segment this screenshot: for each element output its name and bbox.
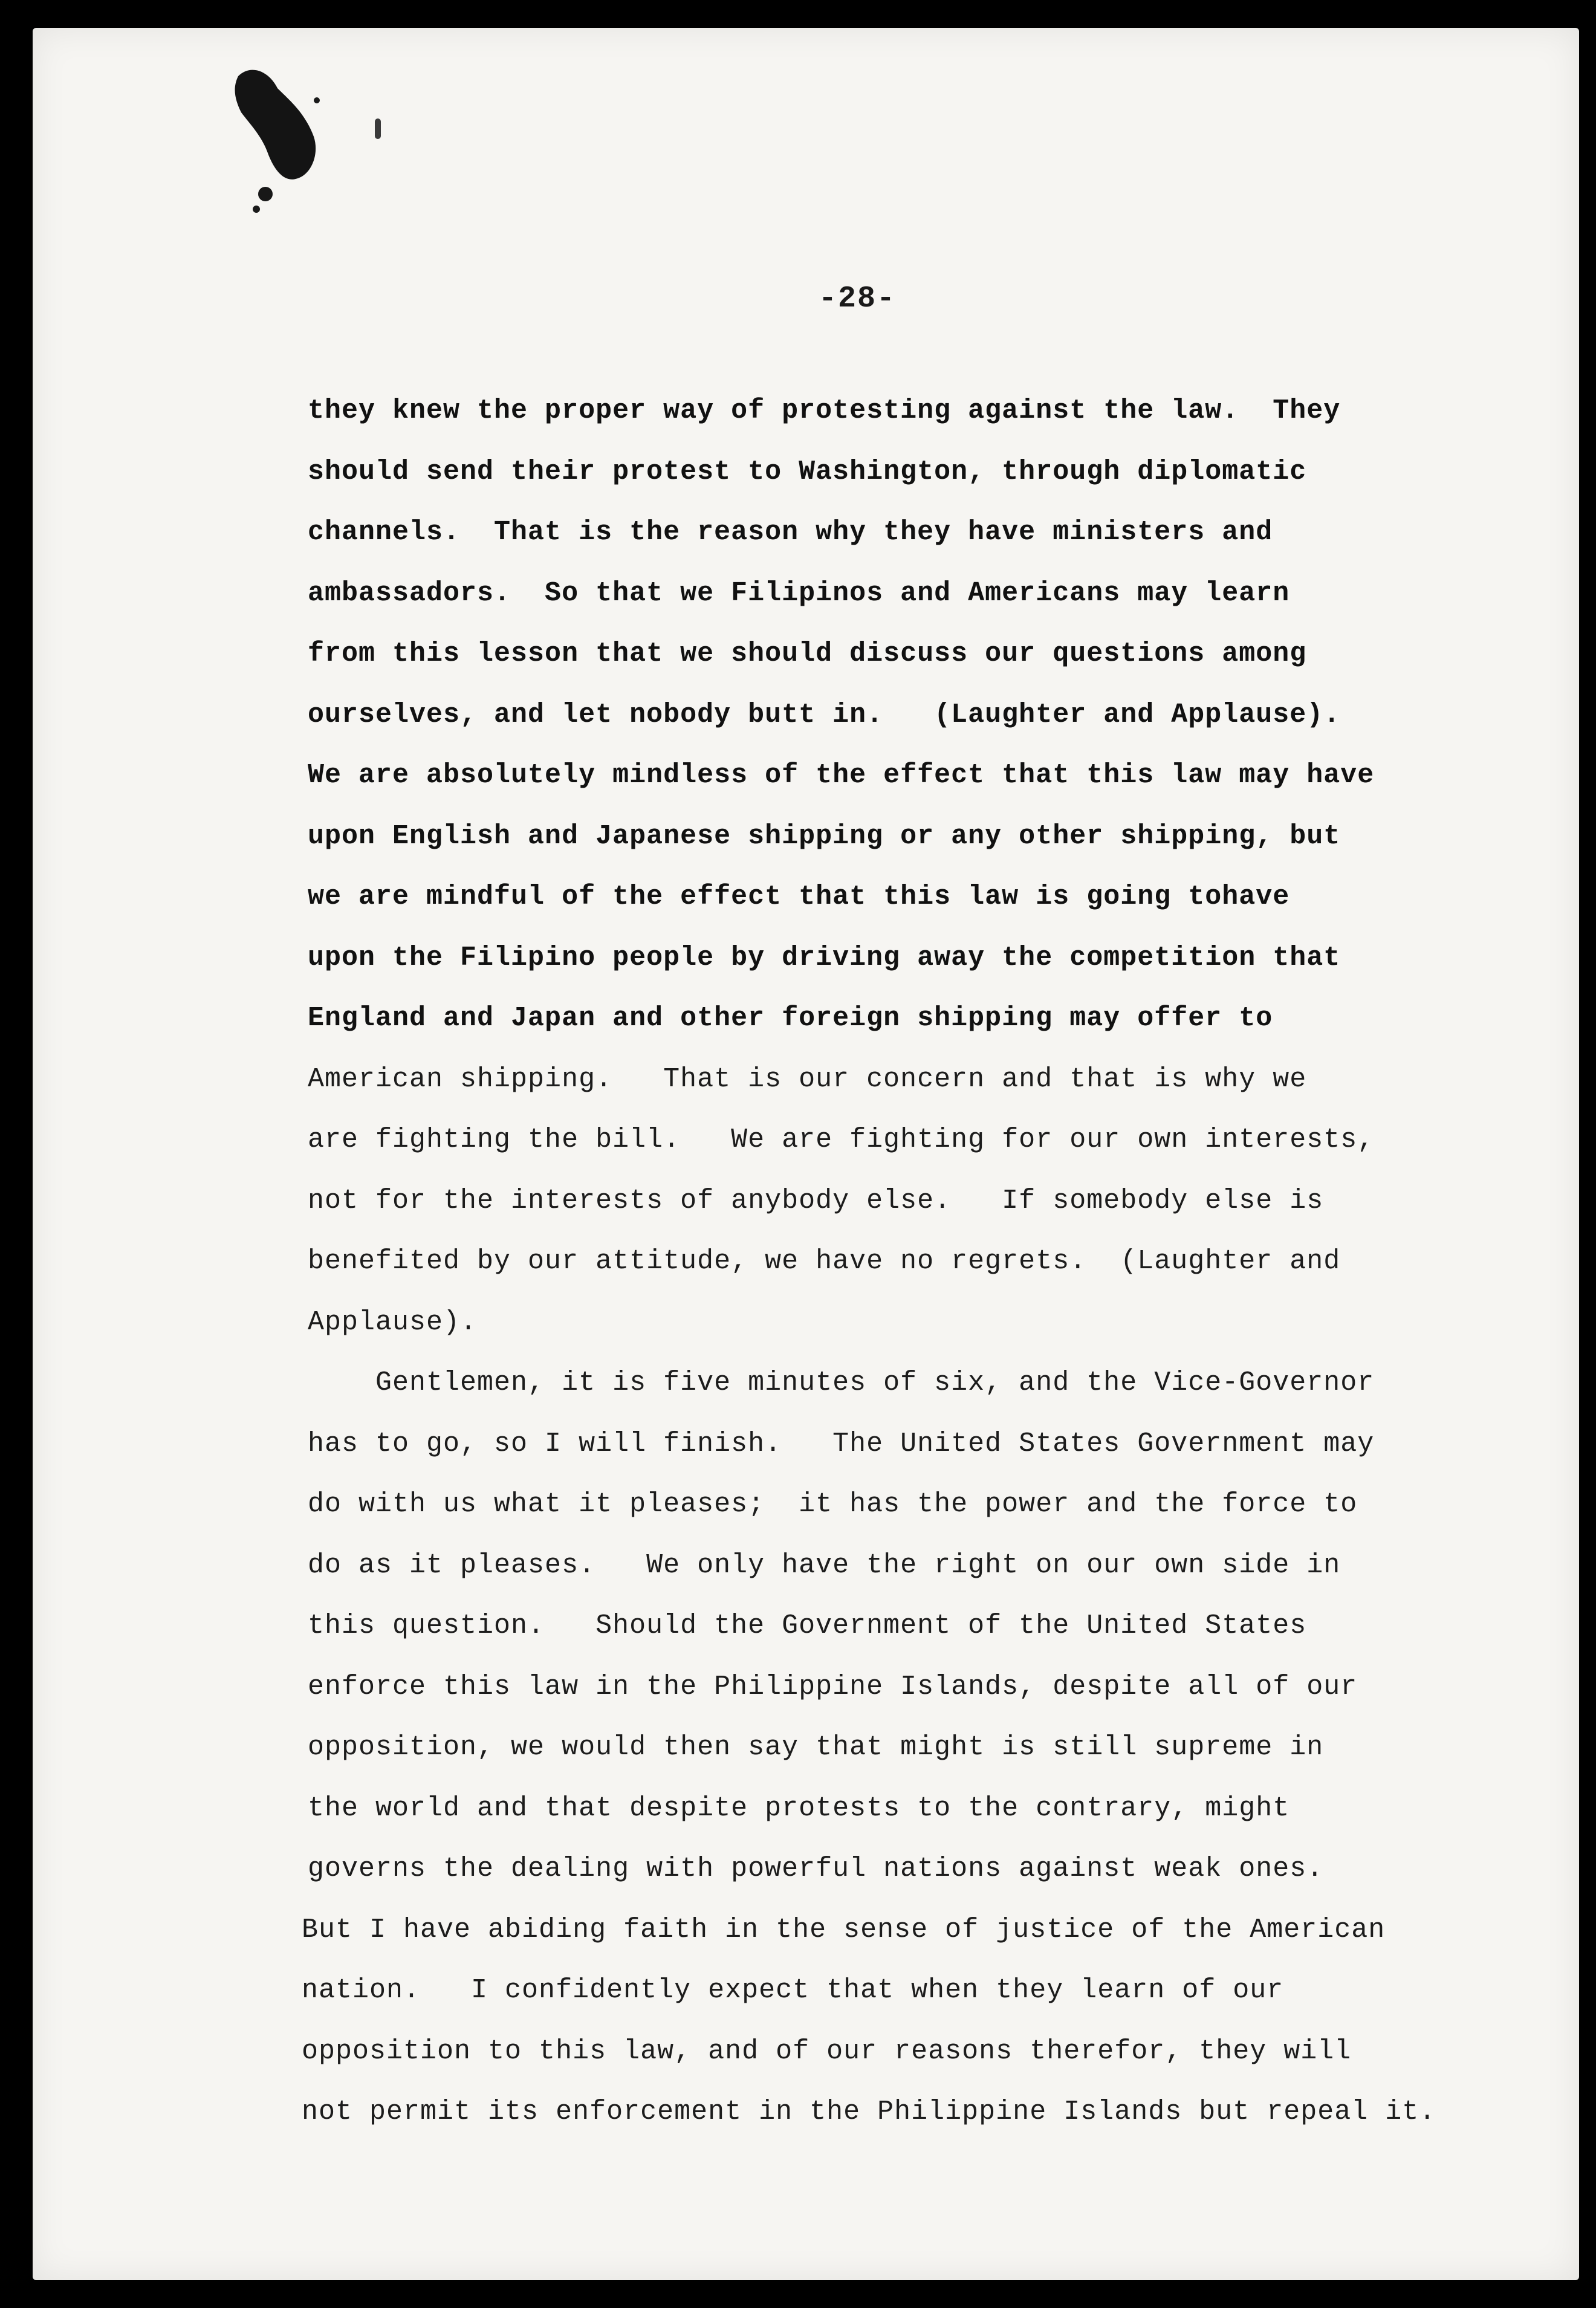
text-line: Gentlemen, it is five minutes of six, and the Vice-Governor bbox=[308, 1367, 1375, 1398]
text-line: this question. Should the Government of the United States bbox=[308, 1610, 1307, 1641]
text-line: ambassadors. So that we Filipinos and Americans may learn bbox=[308, 577, 1290, 609]
body-text bbox=[33, 28, 1579, 2280]
text-line: channels. That is the reason why they have ministers and bbox=[308, 517, 1273, 548]
text-line: Applause). bbox=[308, 1306, 478, 1338]
text-line: governs the dealing with powerful nations against weak ones. bbox=[308, 1853, 1324, 1884]
text-line: benefited by our attitude, we have no regrets. (Laughter and bbox=[308, 1246, 1341, 1277]
text-line: opposition, we would then say that might is still supreme in bbox=[308, 1732, 1324, 1763]
text-line: do as it pleases. We only have the right on our own side in bbox=[308, 1549, 1341, 1581]
text-line: upon English and Japanese shipping or any other shipping, but bbox=[308, 820, 1341, 852]
text-line: England and Japan and other foreign shipping may offer to bbox=[308, 1003, 1273, 1034]
text-line: enforce this law in the Philippine Islands, despite all of our bbox=[308, 1671, 1358, 1702]
text-line: should send their protest to Washington, through diplomatic bbox=[308, 456, 1307, 487]
document-page bbox=[33, 28, 1579, 2280]
text-line: opposition to this law, and of our reasons therefor, they will bbox=[302, 2035, 1352, 2067]
page-number: -28- bbox=[819, 282, 897, 316]
text-line: we are mindful of the effect that this law is going tohave bbox=[308, 881, 1290, 912]
text-line: the world and that despite protests to the contrary, might bbox=[308, 1792, 1290, 1824]
text-line: are fighting the bill. We are fighting for our own interests, bbox=[308, 1124, 1375, 1155]
text-line: not for the interests of anybody else. If somebody else is bbox=[308, 1185, 1324, 1216]
text-line: from this lesson that we should discuss our questions among bbox=[308, 638, 1307, 669]
text-line: We are absolutely mindless of the effect that this law may have bbox=[308, 760, 1375, 791]
text-line: But I have abiding faith in the sense of justice of the American bbox=[302, 1914, 1386, 1945]
text-line: American shipping. That is our concern and that is why we bbox=[308, 1063, 1307, 1095]
text-line: nation. I confidently expect that when they learn of our bbox=[302, 1975, 1284, 2006]
text-line: upon the Filipino people by driving away the competition that bbox=[308, 942, 1341, 973]
text-line: not permit its enforcement in the Philippine Islands but repeal it. bbox=[302, 2096, 1436, 2127]
text-line: has to go, so I will finish. The United States Government may bbox=[308, 1428, 1375, 1459]
text-line: ourselves, and let nobody butt in. (Laughter and Applause). bbox=[308, 699, 1341, 730]
text-line: they knew the proper way of protesting against the law. They bbox=[308, 395, 1341, 426]
text-line: do with us what it pleases; it has the power and the force to bbox=[308, 1489, 1358, 1520]
